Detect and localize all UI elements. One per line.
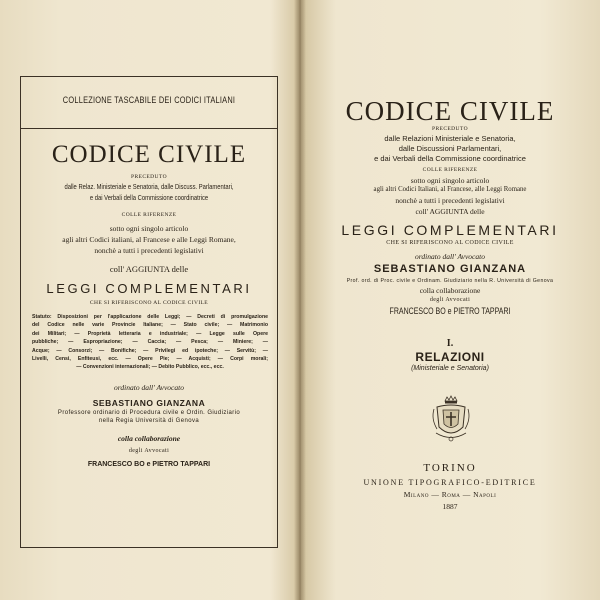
preceduto-text: dalle Relaz. Ministeriale e Senatoria, dalle Discuss. Parlamentari, [64,182,234,191]
preceduto-text: e dai Verbali della Commissione coordinatrice [89,193,209,202]
author-name: SEBASTIANO GIANZANA [92,398,206,408]
ordinato-text: ordinato dall' Avvocato [415,252,485,261]
author-title: Prof. ord. di Proc. civile e Ordinam. Giudiziario nella R. Università di Genova [346,278,554,284]
collaborators: FRANCESCO BO e PIETRO TAPPARI [87,461,211,468]
places: Milano — Roma — Napoli [403,490,497,499]
page-title: CODICE CIVILE [345,96,555,126]
statuto-line: Acque; — Consorzi; — Bonifiche; — Privilegi ed ipoteche; — Servitù; — [32,347,268,354]
degli-text: degli Avvocati [128,448,170,454]
riferenze-text: nonchè a tutti i precedenti legislativi [395,196,505,205]
right-page [300,0,600,600]
riferenze-text: sotto ogni singolo articolo [109,224,189,233]
city: TORINO [423,462,477,474]
left-page [0,0,296,600]
statuto-line: Statuto: Disposizioni per l'applicazione delle Leggi; — Decreti di promulgazione [32,314,268,320]
preceduto-label: PRECEDUTO [432,126,468,132]
page-title: CODICE CIVILE [51,141,247,168]
statuto-line: — Convenzioni internazionali; — Debito Pubblico, ecc., ecc. [76,364,224,371]
leggi-heading: LEGGI COMPLEMENTARI [341,222,559,238]
statuto-line: Livelli, Censi, Enfiteusi, ecc. — Opere Pie; — Acquisti; — Corpi morali; [32,356,268,363]
riferenze-text: agli altri Codici Italiani, al Francese, alle Leggi Romane [373,186,527,193]
author-title: Professore ordinario di Procedura civile e Ordin. Giudiziario [57,410,241,416]
preceduto-text: dalle Discussioni Parlamentari, [398,144,502,153]
riferenze-label: COLLE RIFERENZE [422,167,478,173]
riferenze-text: sotto ogni singolo articolo [410,176,490,185]
aggiunta-text: coll' AGGIUNTA delle [415,207,485,216]
year: 1887 [442,502,458,511]
royal-crest-icon [430,395,472,445]
aggiunta-text: coll' AGGIUNTA delle [109,264,189,274]
riferenze-label: COLLE RIFERENZE [121,212,177,218]
preceduto-text: e dai Verbali della Commissione coordinatrice [374,154,526,163]
volume-title: RELAZIONI [415,350,485,364]
preceduto-label: PRECEDUTO [131,174,167,180]
che-si-text: CHE SI RIFERISCONO AL CODICE CIVILE [89,300,209,306]
collaborators: FRANCESCO BO e PIETRO TAPPARI [389,306,511,316]
colla-text: colla collaborazione [117,434,181,443]
riferenze-text: agli altri Codici italiani, al Francese e alle Leggi Romane, [62,235,236,244]
author-title: nella Regia Università di Genova [98,418,200,424]
series-title: COLLEZIONE TASCABILE DEI CODICI ITALIANI [62,95,236,106]
preceduto-text: dalle Relazioni Ministeriale e Senatoria, [384,134,516,143]
statuto-line: del Codice nelle varie Provincie Italiane; — Stato civile; — Matrimonio [32,322,268,329]
statuto-line: dei Militari; — Proprietà letteraria e industriale; — Legge sulle Opere [32,330,268,337]
riferenze-text: nonchè a tutti i precedenti legislativi [94,246,204,255]
colla-text: colla collaborazione [419,286,481,295]
che-si-text: CHE SI RIFERISCONO AL CODICE CIVILE [386,240,514,246]
statuto-paragraph [32,313,268,372]
ordinato-text: ordinato dall' Avvocato [114,383,184,392]
publisher: UNIONE TIPOGRAFICO-EDITRICE [363,478,537,487]
statuto-line: pubbliche; — Espropriazione; — Caccia; — Pesca; — Miniere; — [32,339,268,346]
degli-text: degli Avvocati [429,297,471,303]
volume-subtitle: (Ministeriale e Senatoria) [411,365,489,372]
leggi-heading: LEGGI COMPLEMENTARI [46,281,252,296]
author-name: SEBASTIANO GIANZANA [373,263,527,275]
volume-number: I. [446,338,454,349]
